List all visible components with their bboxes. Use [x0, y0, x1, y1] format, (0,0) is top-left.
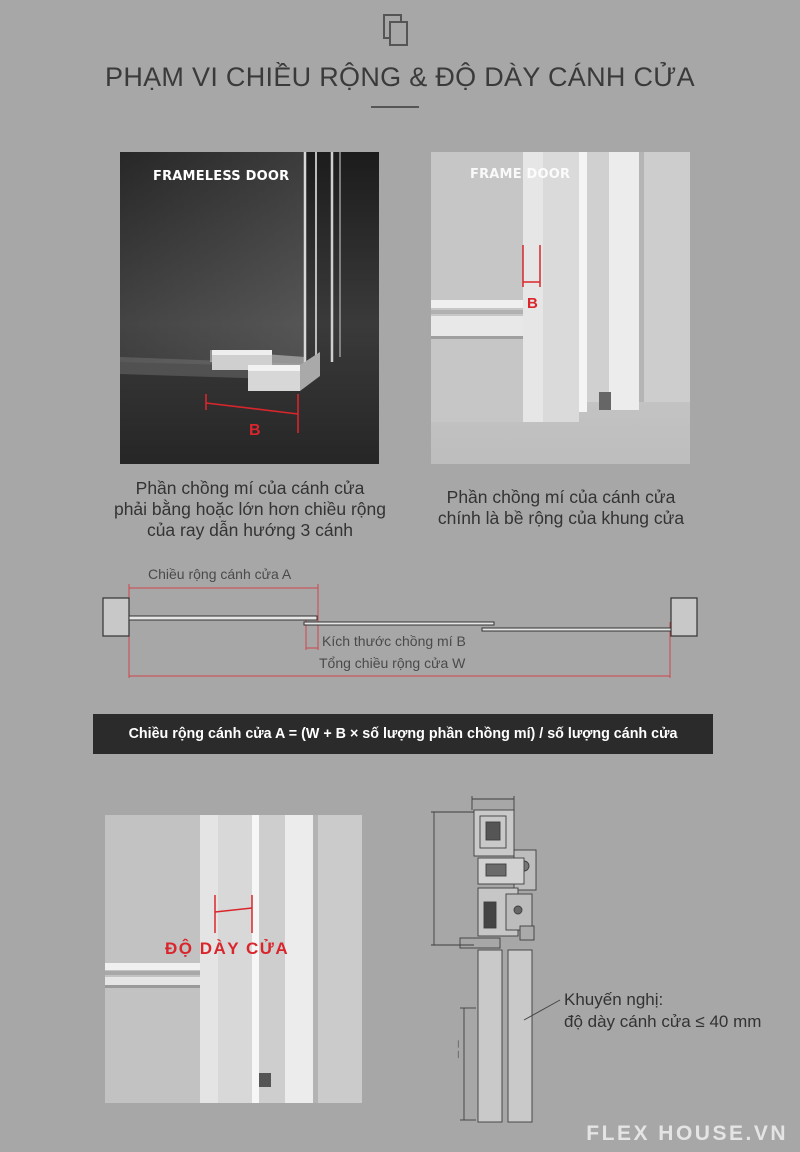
frame-door-label: FRAME DOOR: [470, 167, 571, 182]
frame-dimension-b: B: [527, 295, 538, 312]
frameless-caption: Phần chồng mí của cánh cửa phải bằng hoặc lớn hơn chiều rộng của ray dẫn hướng 3 cánh: [113, 478, 387, 540]
brand-watermark: FLEX HOUSE.VN: [586, 1122, 788, 1145]
total-width-w-label: Tổng chiều rộng cửa W: [319, 655, 466, 671]
title-divider: [371, 106, 419, 108]
page-title: PHẠM VI CHIỀU RỘNG & ĐỘ DÀY CÁNH CỬA: [105, 62, 695, 92]
door-thickness-photo: [105, 815, 362, 1103]
frame-caption: Phần chồng mí của cánh cửa chính là bề rộng của khung cửa: [437, 487, 685, 528]
thickness-marker: [105, 815, 362, 1103]
frameless-dimension-b: B: [249, 422, 261, 439]
dimension-b-marker: [431, 152, 690, 464]
formula-banner: Chiều rộng cánh cửa A = (W + B × số lượng phần chồng mí) / số lượng cánh cửa: [93, 714, 713, 754]
door-thickness-label: ĐỘ DÀY CỬA: [165, 939, 290, 958]
callout-leader: [520, 990, 570, 1030]
frameless-door-label: FRAMELESS DOOR: [153, 169, 290, 184]
svg-text:— —: — —: [454, 1040, 463, 1059]
thickness-recommendation: Khuyến nghị: độ dày cánh cửa ≤ 40 mm: [564, 990, 762, 1031]
frameless-door-photo: [120, 152, 379, 464]
frame-door-photo: [431, 152, 690, 464]
track-section-drawing: [426, 790, 556, 1130]
overlap-b-label: Kích thước chồng mí B: [322, 633, 466, 649]
door-width-a-label: Chiều rộng cánh cửa A: [148, 566, 292, 582]
dimension-b-marker: [120, 152, 379, 464]
copy-icon: [383, 14, 409, 46]
